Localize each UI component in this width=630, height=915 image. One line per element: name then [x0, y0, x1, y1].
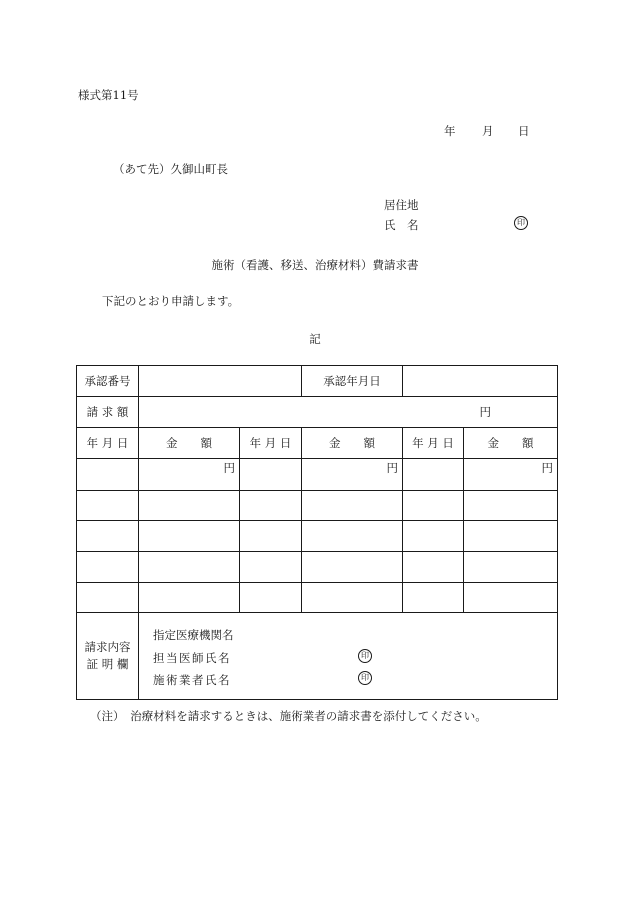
amount-cell[interactable]: [464, 552, 558, 583]
amount-header-3: 金 額: [464, 428, 558, 459]
name-row: [384, 217, 419, 233]
name-label: 氏 名: [384, 218, 419, 232]
date-cell[interactable]: [240, 552, 302, 583]
date-header-2: 年 月 日: [240, 428, 302, 459]
ki-heading: 記: [309, 332, 321, 346]
yen-unit: 円: [223, 461, 235, 475]
doctor-seal-icon: 印: [358, 649, 372, 663]
practitioner-seal-icon: 印: [358, 671, 372, 685]
date-cell[interactable]: [77, 521, 139, 552]
yen-unit: 円: [541, 461, 553, 475]
approval-number-field[interactable]: [139, 366, 302, 397]
date-cell[interactable]: [77, 491, 139, 521]
amount-cell[interactable]: [464, 583, 558, 613]
amount-cell[interactable]: [302, 459, 403, 491]
addressee: （あて先）久御山町長: [113, 162, 228, 176]
detail-header-row: [77, 428, 558, 459]
detail-row: [77, 552, 558, 583]
yen-unit: 円: [386, 461, 398, 475]
date-header-3: 年 月 日: [403, 428, 464, 459]
amount-header-1: 金 額: [139, 428, 240, 459]
date-day: 日: [518, 124, 530, 138]
amount-cell[interactable]: [139, 552, 240, 583]
form-number: 様式第11号: [78, 88, 139, 102]
amount-cell[interactable]: [464, 521, 558, 552]
claim-amount-label: 請 求 額: [77, 397, 139, 428]
amount-cell[interactable]: [139, 491, 240, 521]
yen-unit: 円: [479, 405, 491, 419]
date-cell[interactable]: [240, 459, 302, 491]
amount-cell[interactable]: [302, 521, 403, 552]
certification-label-line-2: 証 明 欄: [86, 657, 129, 671]
date-cell[interactable]: [77, 583, 139, 613]
approval-row: [77, 366, 558, 397]
date-line: [444, 123, 530, 139]
approval-number-label: 承認番号: [77, 366, 139, 397]
date-cell[interactable]: [77, 552, 139, 583]
amount-cell[interactable]: [139, 521, 240, 552]
certification-field[interactable]: [139, 613, 558, 700]
amount-cell[interactable]: [302, 552, 403, 583]
claim-amount-row: [77, 397, 558, 428]
amount-cell[interactable]: [464, 459, 558, 491]
detail-row: [77, 459, 558, 491]
detail-row: [77, 491, 558, 521]
practitioner-label: 施術業者氏名: [153, 673, 231, 687]
date-cell[interactable]: [403, 583, 464, 613]
amount-cell[interactable]: [464, 491, 558, 521]
detail-row: [77, 521, 558, 552]
date-header-1: 年 月 日: [77, 428, 139, 459]
address-label: 居住地: [384, 198, 419, 212]
date-cell[interactable]: [240, 583, 302, 613]
date-cell[interactable]: [403, 521, 464, 552]
institution-label: 指定医療機関名: [153, 628, 234, 642]
footnote: （注） 治療材料を請求するときは、施術業者の請求書を添付してください。: [90, 709, 487, 723]
date-cell[interactable]: [403, 459, 464, 491]
approval-date-label: 承認年月日: [302, 366, 403, 397]
detail-row: [77, 583, 558, 613]
date-month: 月: [482, 124, 494, 138]
claim-amount-field[interactable]: [139, 397, 558, 428]
certification-row: [77, 613, 558, 700]
certification-label: [77, 613, 139, 700]
date-year: 年: [444, 124, 456, 138]
claim-table: [76, 365, 558, 700]
document-title: 施術（看護、移送、治療材料）費請求書: [211, 258, 419, 272]
date-cell[interactable]: [240, 521, 302, 552]
approval-date-field[interactable]: [403, 366, 558, 397]
amount-cell[interactable]: [139, 459, 240, 491]
intro-text: 下記のとおり申請します。: [102, 294, 240, 308]
applicant-seal-icon: 印: [514, 216, 528, 230]
date-cell[interactable]: [403, 552, 464, 583]
amount-cell[interactable]: [139, 583, 240, 613]
amount-cell[interactable]: [302, 583, 403, 613]
date-cell[interactable]: [403, 491, 464, 521]
doctor-label: 担当医師氏名: [153, 651, 231, 665]
amount-cell[interactable]: [302, 491, 403, 521]
certification-label-line-1: 請求内容: [84, 640, 131, 654]
date-cell[interactable]: [77, 459, 139, 491]
amount-header-2: 金 額: [302, 428, 403, 459]
date-cell[interactable]: [240, 491, 302, 521]
